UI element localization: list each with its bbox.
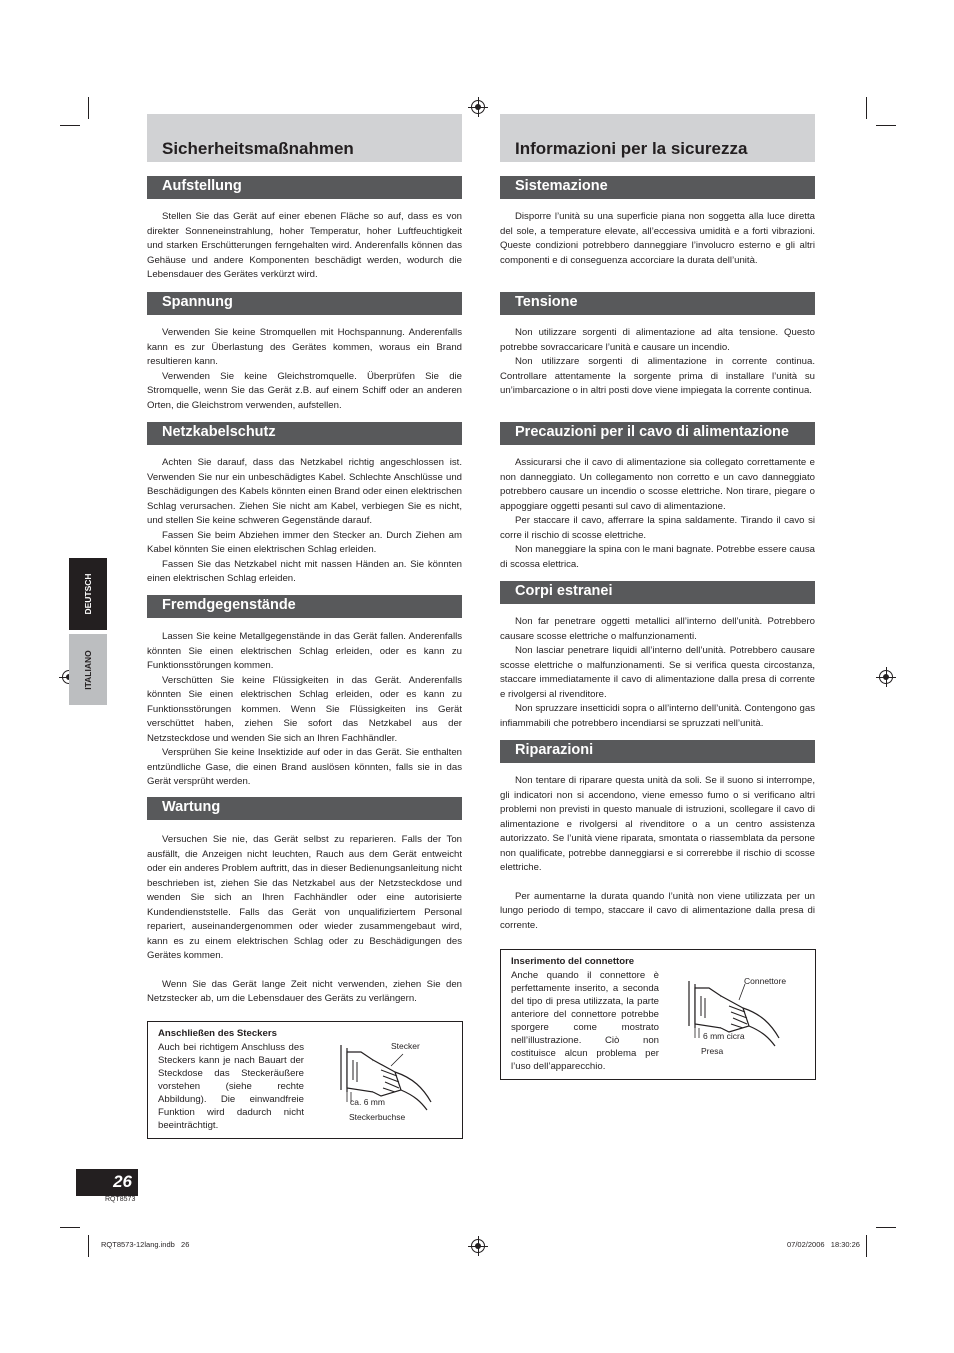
note-title: Anschließen des Steckers bbox=[158, 1028, 277, 1039]
tab-label: DEUTSCH bbox=[83, 573, 93, 615]
distance-label: 6 mm cicra bbox=[703, 1031, 745, 1041]
page-title-it: Informazioni per la sicurezza bbox=[500, 114, 815, 162]
page-title-de: Sicherheitsmaßnahmen bbox=[147, 114, 462, 162]
page-number: 26 bbox=[113, 1172, 132, 1191]
section-heading: Spannung bbox=[147, 292, 462, 315]
section-heading: Netzkabelschutz bbox=[147, 422, 462, 445]
section-body: Non utilizzare sorgenti di alimentazione ad alta tensione. Questo potrebbe sovraccaricare l’unità e causare un incendio. Non utilizzare sorgenti di alimentazione in corrente continua. Controllare attentamente la sorgente prima di installare l’unità su un’imbarcazione o in altri posti dove viene impiegata la corrente continua. bbox=[500, 327, 815, 396]
section-heading: Riparazioni bbox=[500, 740, 815, 763]
page-number-box bbox=[76, 1169, 138, 1196]
note-text: Auch bei richtigem Anschluss des Steckers kann je nach Bauart der Steckdose das Steckeräußere vorstehen (siehe rechte Abbildung). Die einwandfreie Funktion wird dadurch nicht beeinträchtigt. bbox=[158, 1042, 304, 1131]
section-body: Stellen Sie das Gerät auf einer ebenen Fläche so auf, dass es von direkter Sonneneinstrahlung, hoher Temperatur, hoher Luftfeuchtigkeit und starken Erschütterungen ferngehalten wird. Anderenfalls können das Gehäuse und andere Komponenten beschädigt werden, wodurch die Lebensdauer des Gerätes verkürzt wird. bbox=[147, 211, 462, 280]
section-heading: Sistemazione bbox=[500, 176, 815, 199]
language-tab-italiano bbox=[69, 634, 107, 705]
section-heading: Fremdgegenstände bbox=[147, 595, 462, 618]
section-body: Non far penetrare oggetti metallici all’interno dell’unità. Potrebbero causare scosse elettriche o malfunzionamenti. Non lasciar penetrare liquidi all’interno dell’unità. Potrebbero causare scosse elettriche o malfunzionamenti. Se si verifica questa circostanza, staccare immediatamente il cavo di alimentazione dalla presa di corrente e rivolgersi al rivenditore. Non spruzzare insetticidi sopra o all’interno dell’unità. Contengono gas infiammabili che potrebbero incendiarsi se spruzzati nell’unità. bbox=[500, 616, 815, 729]
section-body: Achten Sie darauf, dass das Netzkabel richtig angeschlossen ist. Verwenden Sie nur ein unbeschädigtes Kabel. Schlechte Anschlüsse und Beschädigungen des Kabels könnten einen Brand oder einen elektrischen Schlag verursachen. Ziehen Sie nicht am Kabel, verbiegen Sie es nicht, und stellen Sie keine schweren Gegenstände darauf. Fassen Sie beim Abziehen immer den Stecker an. Durch Ziehen am Kabel könnten Sie einen elektrischen Schlag erleiden. Fassen Sie das Netzkabel nicht mit nassen Händen an. Sie könnten einen elektrischen Schlag erleiden. bbox=[147, 457, 462, 584]
section-heading: Wartung bbox=[147, 797, 462, 820]
section-body: Disporre l’unità su una superficie piana non soggetta alla luce diretta del sole, a temperature elevate, all’eccessiva umidità e a forti vibrazioni. Queste condizioni potrebbero danneggiare l’involucro esterno e gli altri componenti e di conseguenza accorciare la durata dell’unità. bbox=[500, 211, 815, 266]
section-heading: Corpi estranei bbox=[500, 581, 815, 604]
section-heading: Aufstellung bbox=[147, 176, 462, 199]
registration-mark-icon bbox=[879, 670, 893, 684]
socket-label: Presa bbox=[701, 1046, 724, 1056]
note-title: Inserimento del connettore bbox=[511, 956, 635, 967]
section-body: Assicurarsi che il cavo di alimentazione sia collegato correttamente e non danneggiato. Un collegamento non corretto e un cavo danneggiato potrebbero causare un incendio o scosse elettriche. Non tirare, piegare o appoggiare oggetti pesanti sul cavo di alimentazione. Per staccare il cavo, afferrare la spina saldamente. Tirando il cavo si corre il rischio di scosse elettriche. Non maneggiare la spina con le mani bagnate. Potrebbe essere causa di scossa elettrica. bbox=[500, 457, 815, 570]
section-body: Verwenden Sie keine Stromquellen mit Hochspannung. Anderenfalls kann es zur Überlastung des Gerätes kommen, woraus ein Brand resultieren kann. Verwenden Sie keine Gleichstromquelle. Überprüfen Sie die Stromquelle, wenn Sie das Gerät z.B. auf einem Schiff oder an anderen Orten, die Gleichstrom verwenden, aufstellen. bbox=[147, 327, 462, 411]
section-body: Non tentare di riparare questa unità da soli. Se il suono si interrompe, gli indicatori non si accendono, viene emesso fumo o si verificano altri problemi non previsti in questo manuale di istruzioni, scollegare il cavo di alimentazione e rivolgersi al rivenditore o a un centro assistenza autorizzato. Se l’unità viene riparata, smontata o riassemblata da persone non qualificate, potrebbe danneggiarsi e si correrebbe il rischio di scosse elettriche. Per aumentarne la durata quando l’unità non viene utilizzata per un lungo periodo di tempo, staccare il cavo di alimentazione dalla presa di corrente. bbox=[500, 775, 815, 931]
socket-label: Steckerbuchse bbox=[349, 1112, 406, 1122]
print-timestamp: 07/02/2006 18:30:26 bbox=[787, 1240, 860, 1249]
distance-label: ca. 6 mm bbox=[350, 1097, 385, 1107]
connector-note-box bbox=[500, 949, 816, 1080]
section-body: Versuchen Sie nie, das Gerät selbst zu reparieren. Falls der Ton ausfällt, die Anzeigen nicht leuchten, Rauch aus dem Gerät entweicht oder ein anderes Problem auftritt, das in dieser Bedienungsanleitung nicht beschrieben ist, ziehen Sie das Netzkabel aus der Netzsteckdose und wenden Sie sich an Ihren Fachhändler oder eine autorisierte Kundendienststelle. Falls das Gerät von unqualifiziertem Personal repariert, auseinandergenommen oder wieder zusammengebaut wird, kann es zu einem elektrischen Schlag oder zu Beschädigungen des Gerätes kommen. Wenn Sie das Gerät lange Zeit nicht verwenden, ziehen Sie den Netzstecker ab, um die Lebensdauer des Geräts zu verlängern. bbox=[147, 834, 462, 1004]
document-code: RQT8573 bbox=[105, 1196, 136, 1203]
file-info: RQT8573-12lang.indb 26 bbox=[101, 1240, 190, 1249]
tab-label: ITALIANO bbox=[83, 649, 93, 690]
section-heading: Tensione bbox=[500, 292, 815, 315]
registration-mark-icon bbox=[471, 100, 485, 114]
section-body: Lassen Sie keine Metallgegenstände in das Gerät fallen. Anderenfalls könnten Sie einen elektrischen Schlag erleiden, oder es kann zu Funktionsstörungen kommen. Verschütten Sie keine Flüssigkeiten in das Gerät. Anderenfalls könnten Sie einen elektrischen Schlag erleiden, oder es kann zu Funktionsstörungen kommen. Wenn Sie Flüssigkeiten ins Gerät verschüttet haben, ziehen Sie sofort das Netzkabel aus der Netzsteckdose und wenden Sie sich an Ihren Fachhändler. Versprühen Sie keine Insektizide auf oder in das Gerät. Sie enthalten entzündliche Gase, die einen Brand auslösen könnten, falls sie in das Gerät versprüht werden. bbox=[147, 631, 462, 787]
plug-note-box bbox=[147, 1021, 463, 1139]
plug-label: Stecker bbox=[391, 1041, 420, 1051]
language-tab-deutsch bbox=[69, 558, 107, 630]
section-heading: Precauzioni per il cavo di alimentazione bbox=[500, 422, 815, 445]
connector-label: Connettore bbox=[744, 976, 787, 986]
registration-mark-icon bbox=[471, 1239, 485, 1253]
note-text: Anche quando il connettore è perfettamente inserito, a seconda del tipo di presa utilizzata, la parte anteriore del connettore potrebbe sporgere come mostrato nell’illustrazione. Ciò non costituisce alcun problema per l’uso dell’apparecchio. bbox=[511, 970, 659, 1072]
